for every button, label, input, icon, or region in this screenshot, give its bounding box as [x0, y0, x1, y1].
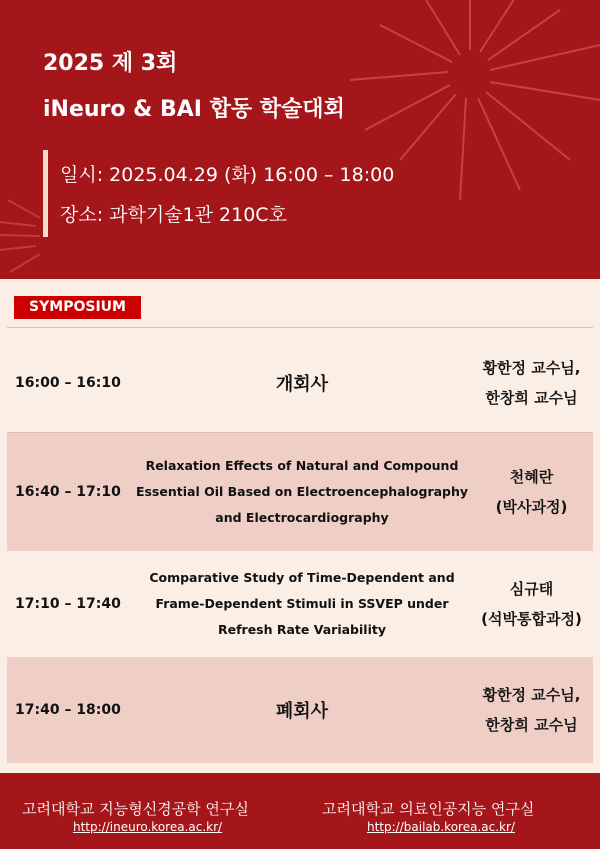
event-place: 장소: 과학기술1관 210C호	[60, 204, 287, 226]
schedule-title: 개회사	[275, 374, 329, 395]
schedule-row-talk2	[7, 551, 593, 657]
header-banner	[0, 0, 600, 279]
schedule-row-talk1	[7, 433, 593, 551]
schedule-title: 폐회사	[275, 701, 329, 722]
lab-link-bai[interactable]: http://bailab.korea.ac.kr/	[367, 820, 515, 834]
info-accent-bar	[43, 150, 48, 237]
schedule-time: 17:10 – 17:40	[15, 596, 121, 612]
schedule-time: 16:00 – 16:10	[15, 375, 121, 391]
section-label: SYMPOSIUM	[14, 296, 141, 319]
lab-name-ineuro: 고려대학교 지능형신경공학 연구실	[22, 800, 249, 818]
schedule-row-opening	[7, 334, 593, 432]
event-title-line1: 2025 제 3회	[43, 51, 178, 76]
schedule-speaker: 황한정 교수님, 한창희 교수님	[482, 686, 581, 734]
schedule-row-closing	[7, 657, 593, 763]
schedule-time: 16:40 – 17:10	[15, 484, 121, 500]
schedule-speaker: 심규태 (석박통합과정)	[481, 580, 582, 628]
event-title-line2: iNeuro & BAI 합동 학술대회	[43, 97, 345, 122]
schedule-title: Relaxation Effects of Natural and Compound Essential Oil Based on Electroencephalography and Electrocardiography	[135, 458, 469, 525]
schedule-speaker: 황한정 교수님, 한창희 교수님	[482, 359, 581, 407]
schedule-title: Comparative Study of Time-Dependent and Frame-Dependent Stimuli in SSVEP under Refresh Rate Variability	[149, 570, 455, 637]
decorative-burst-icon	[0, 0, 600, 279]
footer	[0, 773, 600, 849]
section-divider	[7, 327, 593, 328]
schedule-speaker: 천혜란 (박사과정)	[495, 468, 568, 516]
schedule-time: 17:40 – 18:00	[15, 702, 121, 718]
lab-name-bai: 고려대학교 의료인공지능 연구실	[322, 800, 535, 818]
event-date: 일시: 2025.04.29 (화) 16:00 – 18:00	[60, 164, 395, 186]
lab-link-ineuro[interactable]: http://ineuro.korea.ac.kr/	[73, 820, 223, 834]
